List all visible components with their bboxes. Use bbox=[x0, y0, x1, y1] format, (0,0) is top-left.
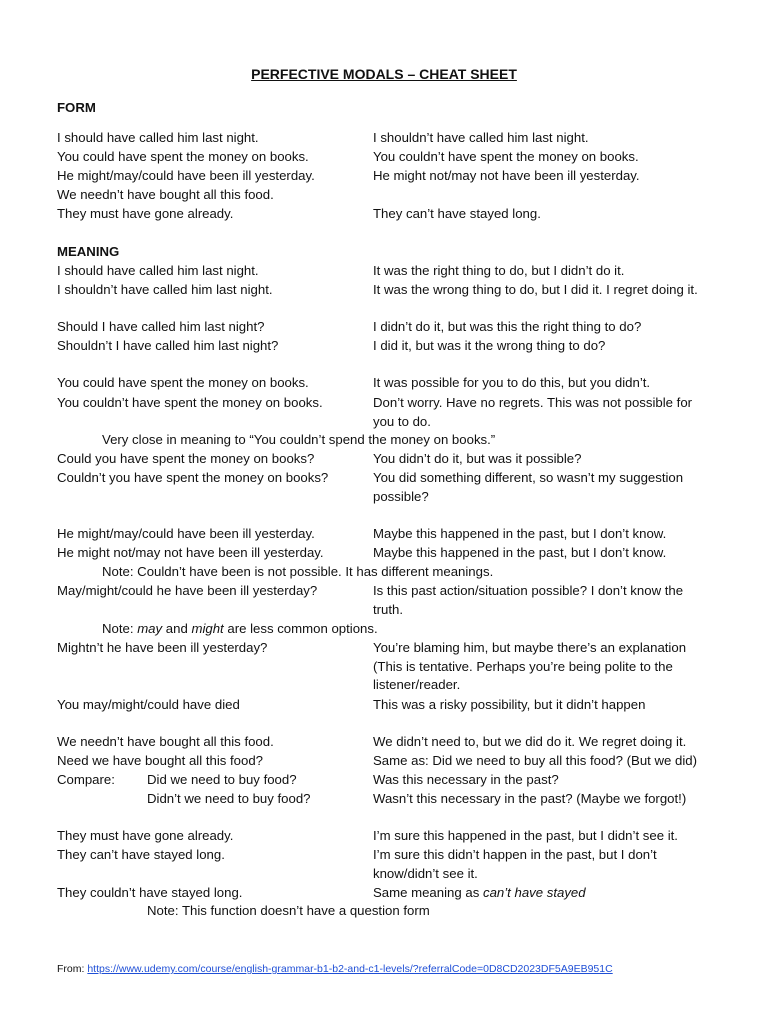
form-left: I should have called him last night. bbox=[57, 130, 259, 145]
form-right: I shouldn’t have called him last night. bbox=[373, 130, 589, 145]
meaning-left: Couldn’t you have spent the money on books? bbox=[57, 470, 329, 485]
meaning-right: Is this past action/situation possible? I don’t know the truth. bbox=[373, 583, 684, 617]
meaning-right-text: Same meaning as bbox=[373, 885, 483, 900]
meaning-note: Note: This function doesn’t have a question form bbox=[147, 903, 430, 918]
meaning-heading: MEANING bbox=[57, 244, 120, 259]
form-left: You could have spent the money on books. bbox=[57, 149, 309, 164]
source-footer bbox=[57, 963, 613, 975]
meaning-right: I’m sure this happened in the past, but I didn’t see it. bbox=[373, 828, 678, 843]
meaning-right: Same as: Did we need to buy all this food? (But we did) bbox=[373, 753, 698, 768]
note-emphasis: may bbox=[137, 621, 163, 636]
form-left: He might/may/could have been ill yesterday. bbox=[57, 168, 315, 183]
note-emphasis: might bbox=[191, 621, 224, 636]
meaning-right: You didn’t do it, but was it possible? bbox=[373, 451, 582, 466]
meaning-right: I didn’t do it, but was this the right thing to do? bbox=[373, 319, 642, 334]
source-link[interactable]: https://www.udemy.com/course/english-grammar-b1-b2-and-c1-levels/?referralCode=0D8CD2023DF5A9EB951C bbox=[87, 963, 613, 975]
meaning-left: Did we need to buy food? bbox=[147, 772, 297, 787]
meaning-right: You’re blaming him, but maybe there’s an explanation (This is tentative. Perhaps you’re being polite to the listener/reader. bbox=[373, 640, 687, 692]
meaning-right: Maybe this happened in the past, but I don’t know. bbox=[373, 526, 667, 541]
form-right: He might not/may not have been ill yesterday. bbox=[373, 168, 640, 183]
meaning-right: It was the right thing to do, but I didn’t do it. bbox=[373, 263, 625, 278]
meaning-left: May/might/could he have been ill yesterday? bbox=[57, 583, 318, 598]
footer-label: From: bbox=[57, 963, 88, 975]
meaning-note bbox=[102, 620, 378, 639]
meaning-left: You couldn’t have spent the money on books. bbox=[57, 395, 323, 410]
meaning-right: I’m sure this didn’t happen in the past, but I don’t know/didn’t see it. bbox=[373, 847, 657, 881]
meaning-left: I should have called him last night. bbox=[57, 263, 259, 278]
meaning-right bbox=[373, 884, 713, 903]
meaning-left: Need we have bought all this food? bbox=[57, 753, 264, 768]
form-heading: FORM bbox=[57, 100, 96, 115]
form-left: We needn’t have bought all this food. bbox=[57, 187, 274, 202]
meaning-left: He might/may/could have been ill yesterday. bbox=[57, 526, 315, 541]
meaning-right: You did something different, so wasn’t my suggestion possible? bbox=[373, 470, 684, 504]
meaning-left: They can’t have stayed long. bbox=[57, 847, 225, 862]
meaning-left: Could you have spent the money on books? bbox=[57, 451, 315, 466]
meaning-right: It was the wrong thing to do, but I did it. I regret doing it. bbox=[373, 282, 698, 297]
meaning-left: Should I have called him last night? bbox=[57, 319, 265, 334]
form-left: They must have gone already. bbox=[57, 206, 234, 221]
meaning-left: You may/might/could have died bbox=[57, 697, 240, 712]
meaning-right: Don’t worry. Have no regrets. This was not possible for you to do. bbox=[373, 395, 693, 429]
meaning-left: We needn’t have bought all this food. bbox=[57, 734, 274, 749]
meaning-right: It was possible for you to do this, but you didn’t. bbox=[373, 375, 651, 390]
meaning-right: Maybe this happened in the past, but I don’t know. bbox=[373, 545, 667, 560]
compare-label: Compare: bbox=[57, 772, 115, 787]
note-text: Note: bbox=[102, 621, 138, 636]
form-right: You couldn’t have spent the money on books. bbox=[373, 149, 639, 164]
meaning-left: You could have spent the money on books. bbox=[57, 375, 309, 390]
meaning-right: This was a risky possibility, but it didn’t happen bbox=[373, 697, 646, 712]
meaning-right-emphasis: can’t have stayed bbox=[482, 885, 586, 900]
meaning-left: He might not/may not have been ill yesterday. bbox=[57, 545, 324, 560]
meaning-left: Mightn’t he have been ill yesterday? bbox=[57, 640, 268, 655]
note-text: are less common options. bbox=[223, 621, 378, 636]
meaning-right: Wasn’t this necessary in the past? (Maybe we forgot!) bbox=[373, 791, 687, 806]
meaning-left: I shouldn’t have called him last night. bbox=[57, 282, 273, 297]
meaning-left: They must have gone already. bbox=[57, 828, 234, 843]
meaning-left: They couldn’t have stayed long. bbox=[57, 885, 243, 900]
meaning-note: Note: Couldn’t have been is not possible. It has different meanings. bbox=[102, 564, 494, 579]
meaning-right: I did it, but was it the wrong thing to do? bbox=[373, 338, 606, 353]
note-text: and bbox=[162, 621, 192, 636]
page-title: PERFECTIVE MODALS – CHEAT SHEET bbox=[251, 66, 517, 82]
meaning-right: Was this necessary in the past? bbox=[373, 772, 559, 787]
meaning-left: Didn’t we need to buy food? bbox=[147, 791, 311, 806]
meaning-note: Very close in meaning to “You couldn’t spend the money on books.” bbox=[102, 432, 496, 447]
meaning-right: We didn’t need to, but we did do it. We regret doing it. bbox=[373, 734, 687, 749]
form-right: They can’t have stayed long. bbox=[373, 206, 541, 221]
meaning-left: Shouldn’t I have called him last night? bbox=[57, 338, 279, 353]
